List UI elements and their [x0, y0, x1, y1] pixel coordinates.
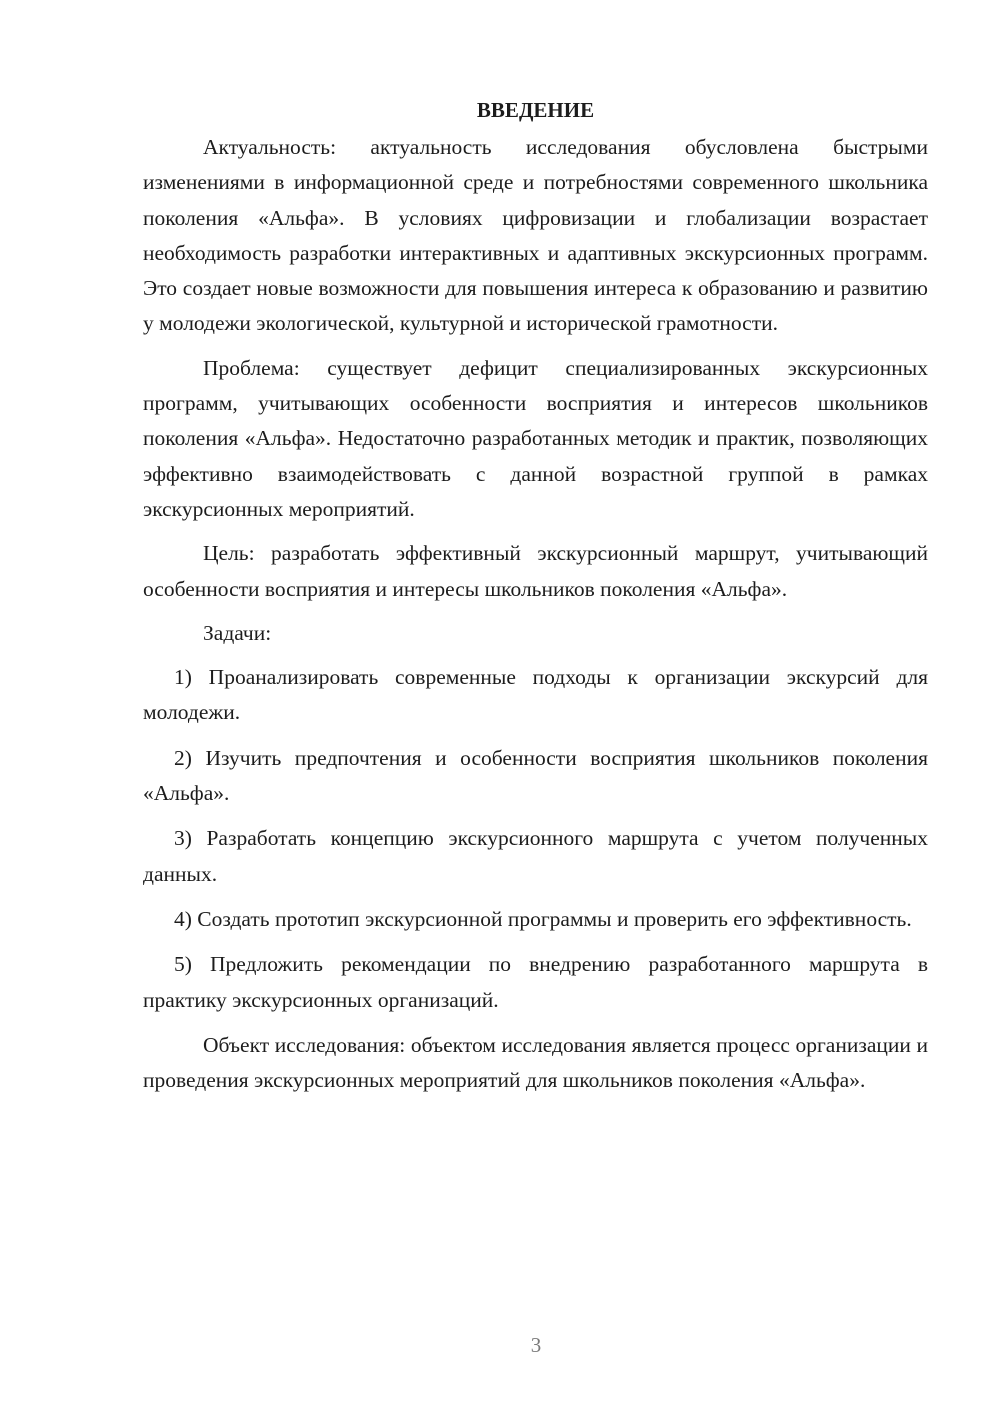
page-number: 3	[530, 1333, 542, 1357]
paragraph-problem: Проблема: существует дефицит специализированных экскурсионных программ, учитывающих особенности восприятия и интересов школьников поколения «Альфа». Недостаточно разработанных методик и практик, позволяющих эффективно взаимодействовать с данной возрастной группой в рамках экскурсионных мероприятий.	[143, 355, 928, 521]
section-heading: ВВЕДЕНИЕ	[476, 98, 595, 122]
paragraph-object: Объект исследования: объектом исследования является процесс организации и проведения экскурсионных мероприятий для школьников поколения «Альфа».	[143, 1032, 928, 1093]
task-item: 4) Создать прототип экскурсионной программы и проверить его эффективность.	[174, 906, 912, 931]
task-item: 3) Разработать концепцию экскурсионного маршрута с учетом полученных данных.	[143, 826, 928, 886]
tasks-label: Задачи:	[203, 620, 272, 645]
document-page	[143, 95, 928, 1098]
task-item: 5) Предложить рекомендации по внедрению разработанного маршрута в практику экскурсионных организаций.	[143, 952, 928, 1012]
task-item: 2) Изучить предпочтения и особенности восприятия школьников поколения «Альфа».	[143, 745, 928, 806]
paragraph-relevance: Актуальность: актуальность исследования обусловлена быстрыми изменениями в информационной среде и потребностями современного школьника поколения «Альфа». В условиях цифровизации и глобализации возрастает необходимость разработки интерактивных и адаптивных экскурсионных программ. Это создает новые возможности для повышения интереса к образованию и развитию у молодежи экологической, культурной и исторической грамотности.	[143, 135, 928, 336]
paragraph-goal: Цель: разработать эффективный экскурсионный маршрут, учитывающий особенности восприятия и интересы школьников поколения «Альфа».	[143, 541, 928, 601]
task-item: 1) Проанализировать современные подходы к организации экскурсий для молодежи.	[143, 665, 928, 725]
